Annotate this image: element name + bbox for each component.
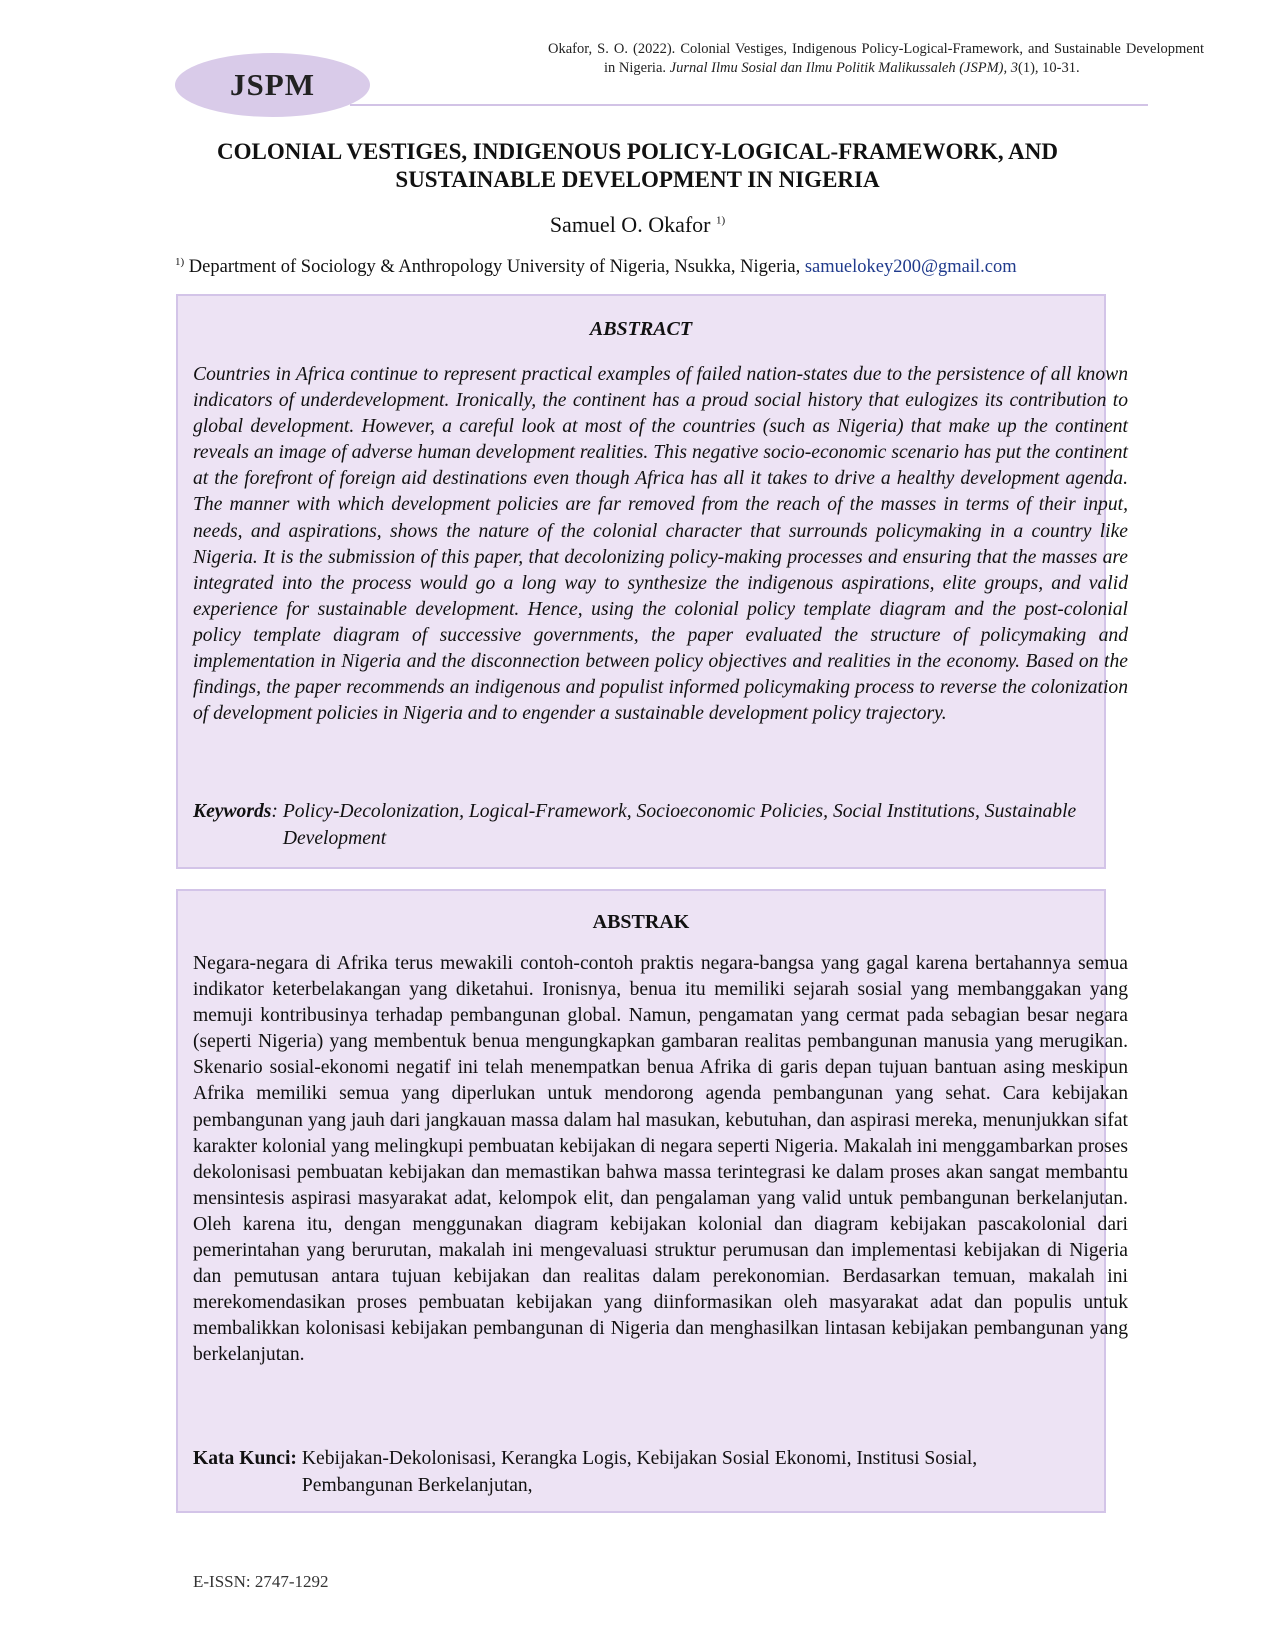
author-name: Samuel O. Okafor [549, 212, 711, 237]
author-email-link[interactable]: samuelokey200@gmail.com [804, 257, 1017, 278]
abstract-heading: ABSTRACT [589, 318, 693, 340]
abstract-keywords [193, 798, 1093, 852]
citation [548, 40, 1204, 78]
kata-kunci-list: Kebijakan-Dekolonisasi, Kerangka Logis, Kebijakan Sosial Ekonomi, Institusi Sosial, Pembangunan Berkelanjutan, [301, 1448, 978, 1496]
keywords-separator: : [271, 801, 283, 822]
affiliation-text: Department of Sociology & Anthropology University of Nigeria, Nsukka, Nigeria, [188, 257, 805, 278]
keywords-list: Policy-Decolonization, Logical-Framework, Socioeconomic Policies, Social Institutions, Sustainable Development [282, 801, 1077, 849]
citation-prefix: Okafor, S. O. (2022). Colonial Vestiges, Indigenous Policy-Logical-Framework, and Sustainable Development in Nigeria. [548, 41, 1204, 76]
abstract-body: Countries in Africa continue to represent practical examples of failed nation-states due to the persistence of all known indicators of underdevelopment. Ironically, the continent has a proud social history that eulogizes its contribution to global development. However, a careful look at most of the countries (such as Nigeria) that make up the continent reveals an image of adverse human development realities. This negative socio-economic scenario has put the continent at the forefront of foreign aid destinations even though Africa has all it takes to drive a healthy development agenda. The manner with which development policies are far removed from the reach of the masses in terms of their input, needs, and aspirations, shows the nature of the colonial character that surrounds policymaking in a country like Nigeria. It is the submission of this paper, that decolonizing policy-making processes and ensuring that the masses are integrated into the process would go a long way to synthesize the indigenous aspirations, elite groups, and valid experience for sustainable development. Hence, using the colonial policy template diagram and the post-colonial policy template diagram of successive governments, the paper evaluated the structure of policymaking and implementation in Nigeria and the disconnection between policy objectives and realities in the economy. Based on the findings, the paper recommends an indigenous and populist informed policymaking process to reverse the colonization of development policies in Nigeria and to engender a sustainable development policy trajectory. [193, 364, 1128, 725]
abstrak-box [176, 889, 1128, 1513]
affiliation [175, 256, 1175, 278]
header-divider [350, 104, 1148, 106]
keywords-label: Keywords [193, 801, 272, 822]
paper-title: COLONIAL VESTIGES, INDIGENOUS POLICY-LOGICAL-FRAMEWORK, AND SUSTAINABLE DEVELOPMENT IN NIGERIA [217, 139, 1058, 192]
author [170, 212, 1105, 238]
abstrak-heading: ABSTRAK [592, 911, 690, 933]
abstrak-keywords [193, 1445, 1093, 1499]
journal-logo: JSPM [175, 53, 370, 117]
abstract-box [176, 294, 1128, 869]
citation-journal: Jurnal Ilmu Sosial dan Ilmu Politik Malikussaleh (JSPM), 3 [669, 60, 1018, 76]
author-marker: 1) [716, 214, 726, 227]
abstrak-body: Negara-negara di Afrika terus mewakili contoh-contoh praktis negara-bangsa yang gagal karena bertahannya semua indikator keterbelakangan yang diketahui. Ironisnya, benua itu memiliki sejarah sosial yang membanggakan yang memuji kontribusinya terhadap pembangunan global. Namun, pengamatan yang cermat pada sebagian besar negara (seperti Nigeria) yang membentuk benua mengungkapkan gambaran realitas pembangunan manusia yang merugikan. Skenario sosial-ekonomi negatif ini telah menempatkan benua Afrika di garis depan tujuan bantuan asing meskipun Afrika memiliki semua yang diperlukan untuk mendorong agenda pembangunan yang sehat. Cara kebijakan pembangunan yang jauh dari jangkauan massa dalam hal masukan, kebutuhan, dan aspirasi mereka, menunjukkan sifat karakter kolonial yang melingkupi pembuatan kebijakan di negara seperti Nigeria. Makalah ini menggambarkan proses dekolonisasi pembuatan kebijakan dan memastikan bahwa massa terintegrasi ke dalam proses akan sangat membantu mensintesis aspirasi masyarakat adat, kelompok elit, dan pengalaman yang valid untuk pembangunan berkelanjutan. Oleh karena itu, dengan menggunakan diagram kebijakan kolonial dan diagram kebijakan pascakolonial dari pemerintahan yang berurutan, makalah ini mengevaluasi struktur perumusan dan implementasi kebijakan di Nigeria dan pemutusan antara tujuan kebijakan dan realitas dalam perekonomian. Berdasarkan temuan, makalah ini merekomendasikan proses pembuatan kebijakan yang diinformasikan oleh masyarakat adat dan populis untuk membalikkan kolonisasi kebijakan pembangunan di Nigeria dan menghasilkan lintasan kebijakan pembangunan yang berkelanjutan. [193, 953, 1128, 1366]
affiliation-marker: 1) [175, 256, 185, 268]
citation-suffix: (1), 10-31. [1018, 60, 1080, 76]
kata-kunci-label: Kata Kunci: [193, 1448, 297, 1469]
footer-issn: E-ISSN: 2747-1292 [193, 1572, 329, 1591]
